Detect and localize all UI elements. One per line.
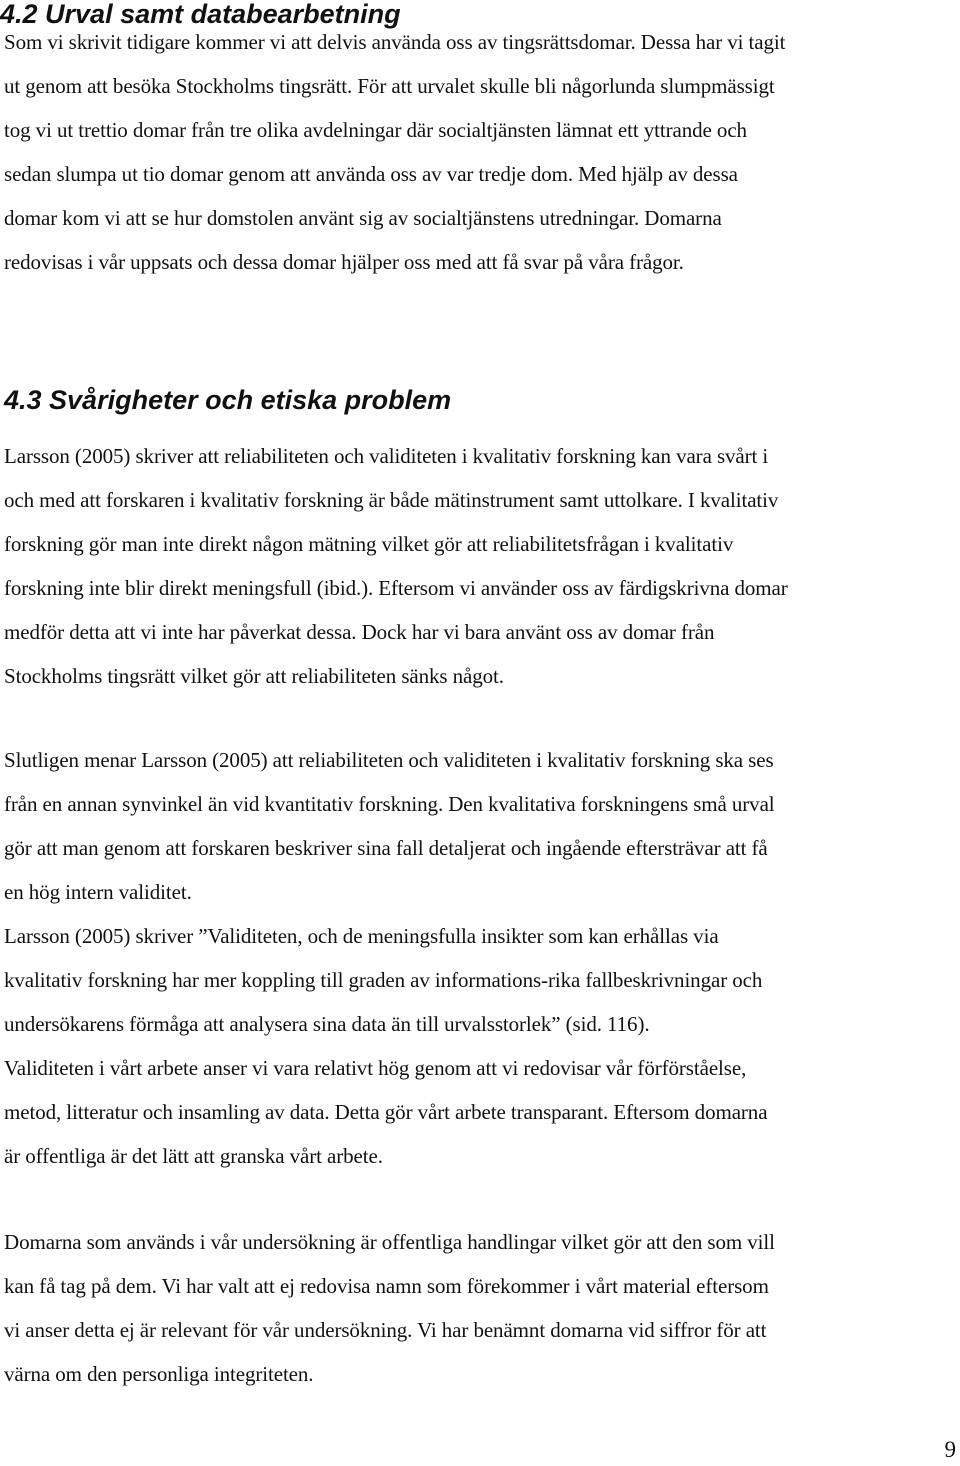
text-line: är offentliga är det lätt att granska vårt arbete. — [4, 1144, 383, 1168]
text-line: redovisas i vår uppsats och dessa domar hjälper oss med att få svar på våra frågor. — [4, 250, 684, 274]
text-line: från en annan synvinkel än vid kvantitativ forskning. Den kvalitativa forskningens små urval — [4, 792, 775, 816]
text-line: kvalitativ forskning har mer koppling till graden av informations-rika fallbeskrivningar och — [4, 968, 763, 992]
text-line: Domarna som används i vår undersökning är offentliga handlingar vilket gör att den som vill — [4, 1230, 775, 1254]
text-line: metod, litteratur och insamling av data. Detta gör vårt arbete transparant. Eftersom domarna — [4, 1100, 768, 1124]
text-line: Stockholms tingsrätt vilket gör att reliabiliteten sänks något. — [4, 664, 504, 688]
paragraph-validitet — [4, 738, 960, 1178]
text-line: och med att forskaren i kvalitativ forskning är både mätinstrument samt uttolkare. I kvalitativ — [4, 488, 779, 512]
text-line: forskning gör man inte direkt någon mätning vilket gör att reliabilitetsfrågan i kvalitativ — [4, 532, 734, 556]
text-line: Slutligen menar Larsson (2005) att reliabiliteten och validiteten i kvalitativ forskning ska ses — [4, 748, 774, 772]
text-line: Larsson (2005) skriver ”Validiteten, och de meningsfulla insikter som kan erhållas via — [4, 924, 719, 948]
text-line: gör att man genom att forskaren beskriver sina fall detaljerat och ingående eftersträvar att få — [4, 836, 768, 860]
text-line: Larsson (2005) skriver att reliabiliteten och validiteten i kvalitativ forskning kan vara svårt i — [4, 444, 769, 468]
section-heading-4-3: 4.3 Svårigheter och etiska problem — [4, 385, 452, 415]
text-line: undersökarens förmåga att analysera sina data än till urvalsstorlek” (sid. 116). — [4, 1012, 650, 1036]
section-heading-4-2: 4.2 Urval samt databearbetning — [0, 0, 401, 29]
text-line: en hög intern validitet. — [4, 880, 192, 904]
text-line: ut genom att besöka Stockholms tingsrätt. För att urvalet skulle bli någorlunda slumpmässigt — [4, 74, 775, 98]
paragraph-etik — [4, 1220, 960, 1396]
paragraph-reliabilitet — [4, 434, 960, 698]
text-line: Validiteten i vårt arbete anser vi vara relativt hög genom att vi redovisar vår förförståelse, — [4, 1056, 747, 1080]
text-line: kan få tag på dem. Vi har valt att ej redovisa namn som förekommer i vårt material eftersom — [4, 1274, 769, 1298]
text-line: medför detta att vi inte har påverkat dessa. Dock har vi bara använt oss av domar från — [4, 620, 715, 644]
text-line: sedan slumpa ut tio domar genom att använda oss av var tredje dom. Med hjälp av dessa — [4, 162, 738, 186]
text-line: domar kom vi att se hur domstolen använt sig av socialtjänstens utredningar. Domarna — [4, 206, 722, 230]
text-line: värna om den personliga integriteten. — [4, 1362, 314, 1386]
text-line: tog vi ut trettio domar från tre olika avdelningar där socialtjänsten lämnat ett yttrande och — [4, 118, 747, 142]
text-line: Som vi skrivit tidigare kommer vi att delvis använda oss av tingsrättsdomar. Dessa har vi tagit — [4, 30, 786, 54]
page-number: 9 — [944, 1437, 956, 1462]
text-line: forskning inte blir direkt meningsfull (ibid.). Eftersom vi använder oss av färdigskrivna domar — [4, 576, 788, 600]
text-line: vi anser detta ej är relevant för vår undersökning. Vi har benämnt domarna vid siffror för att — [4, 1318, 767, 1342]
paragraph-urval — [4, 20, 960, 284]
